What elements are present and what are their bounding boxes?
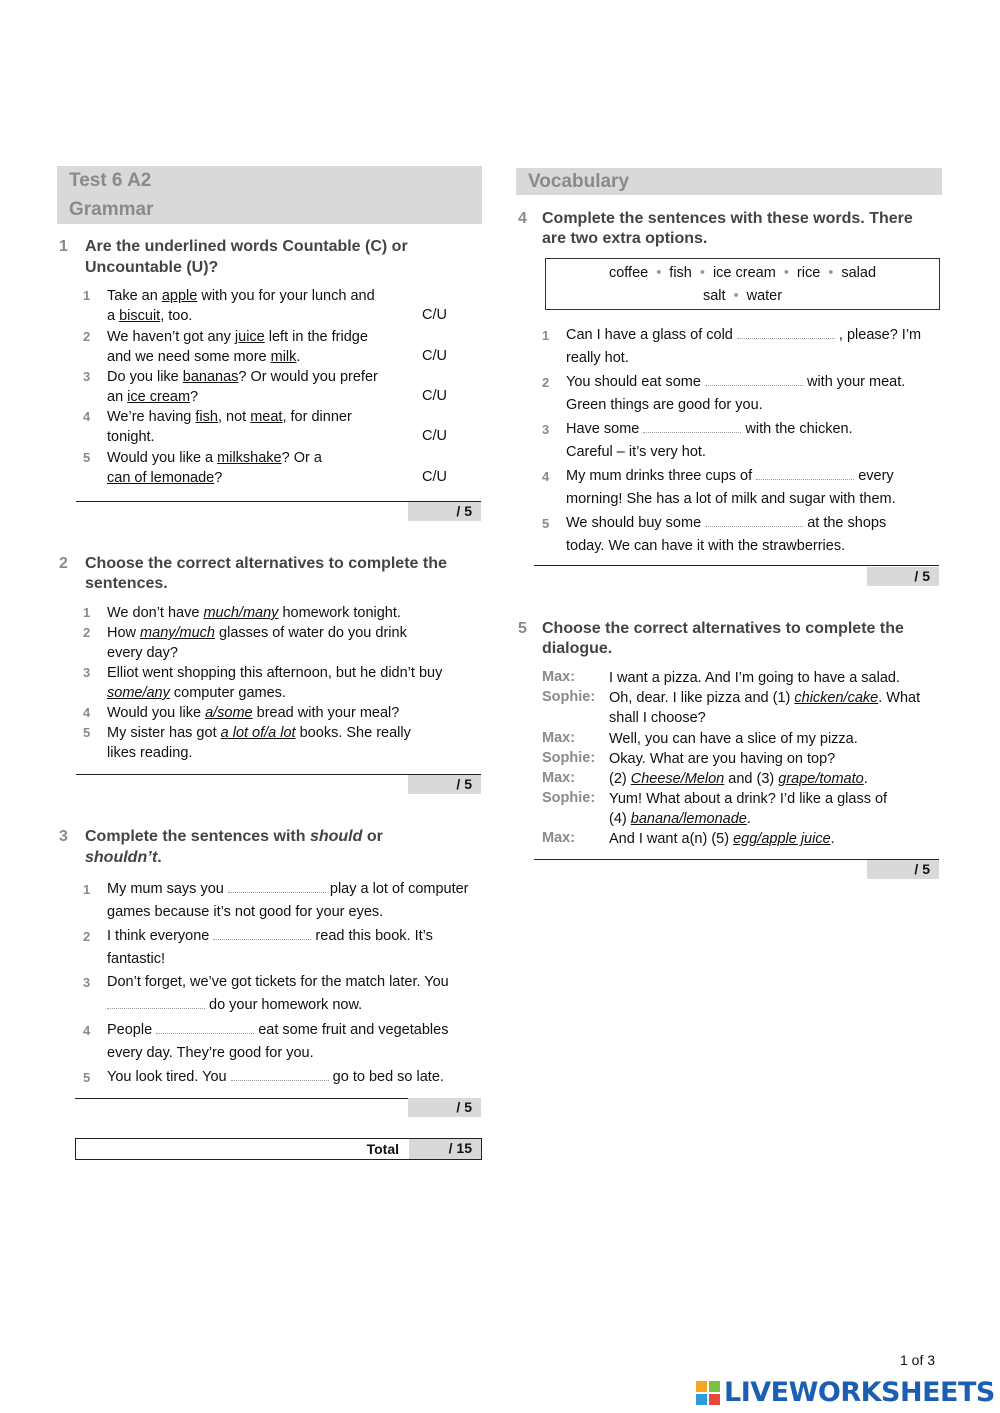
text-segment: books. She really xyxy=(295,725,411,741)
q4-instruction-line1: Complete the sentences with these words. There xyxy=(542,210,913,227)
bullet-separator: • xyxy=(699,265,705,281)
q1-item-text xyxy=(107,407,437,447)
underlined-word: bananas xyxy=(182,369,239,385)
text-segment: glasses of water do you drink xyxy=(215,625,407,641)
speaker-name: Sophie: xyxy=(542,750,596,766)
item-number: 4 xyxy=(83,409,91,424)
text-segment: with the chicken. xyxy=(741,421,853,437)
underlined-word: meat, xyxy=(250,409,287,425)
q1-line1 xyxy=(107,407,437,427)
answer-blank[interactable] xyxy=(756,467,854,480)
q3-score[interactable]: / 5 xyxy=(408,1098,481,1117)
q1-line1 xyxy=(107,367,437,387)
q3-line2 xyxy=(107,1042,483,1065)
text-segment: a xyxy=(107,308,120,324)
q1-item xyxy=(83,327,463,369)
q2-line1 xyxy=(107,663,477,683)
text-segment: and we need some more xyxy=(107,349,271,365)
text-segment: How xyxy=(107,625,141,641)
item-number: 2 xyxy=(83,929,91,944)
speaker-name: Max: xyxy=(542,770,576,786)
q2-score[interactable]: / 5 xyxy=(408,775,481,794)
word-option: water xyxy=(746,288,783,304)
q1-number: 1 xyxy=(59,238,68,255)
text-segment: do your homework now. xyxy=(205,997,363,1013)
q3-item-text xyxy=(107,971,483,1017)
q2-line2 xyxy=(107,643,477,663)
answer-blank[interactable] xyxy=(737,326,835,339)
q4-score[interactable]: / 5 xyxy=(867,567,939,586)
underlined-word: biscuit xyxy=(119,308,161,324)
grammar-title: Grammar xyxy=(69,199,154,220)
alternative-choice[interactable]: Cheese/Melon xyxy=(630,771,725,787)
q1-score[interactable]: / 5 xyxy=(408,502,481,521)
q2-line1 xyxy=(107,623,477,643)
text-segment: (2) xyxy=(609,771,631,787)
text-segment: We should buy some xyxy=(566,515,706,531)
underlined-word: can of lemonade xyxy=(107,470,215,486)
dialogue-line1 xyxy=(609,688,939,708)
alternative-choice[interactable]: a/some xyxy=(205,705,253,721)
q3-line1 xyxy=(107,1066,483,1089)
speaker-name: Max: xyxy=(542,830,576,846)
q2-line1 xyxy=(107,603,477,623)
text-segment: read this book. It’s xyxy=(311,928,433,944)
dialogue-line1 xyxy=(609,829,939,849)
q4-item-text xyxy=(566,418,940,464)
total-label: Total xyxy=(366,1141,399,1157)
dialogue-line xyxy=(609,749,939,769)
text-segment: Green things are good for you. xyxy=(566,397,763,413)
item-number: 1 xyxy=(83,605,91,620)
text-segment: games because it’s not good for your eyes. xyxy=(107,904,384,920)
text-segment: . xyxy=(863,771,868,787)
text-segment: . xyxy=(296,349,301,365)
text-segment: bread with your meal? xyxy=(252,705,400,721)
q2-line2 xyxy=(107,743,477,763)
dialogue-line xyxy=(609,688,939,728)
q4-item-text xyxy=(566,324,940,370)
q3-instruction-text xyxy=(85,826,425,868)
answer-blank[interactable] xyxy=(231,1068,329,1081)
q5-score[interactable]: / 5 xyxy=(867,860,939,879)
word-option: fish xyxy=(669,265,692,281)
dialogue-line2 xyxy=(609,708,939,728)
text-segment: Do you like xyxy=(107,369,183,385)
bullet-separator: • xyxy=(783,265,789,281)
logo-square-icon xyxy=(696,1394,707,1405)
logo-square-icon xyxy=(709,1381,720,1392)
underlined-word: juice xyxy=(234,329,265,345)
q4-instruction-line2: are two extra options. xyxy=(542,230,708,247)
text-segment: really hot. xyxy=(566,350,629,366)
answer-blank[interactable] xyxy=(107,996,205,1009)
text-segment: , please? I’m xyxy=(834,327,922,343)
q4-line1 xyxy=(566,324,940,347)
text-segment: , not xyxy=(217,409,251,425)
text-segment: . What xyxy=(878,690,921,706)
item-number: 5 xyxy=(542,516,550,531)
cu-choice[interactable]: C/U xyxy=(422,348,447,364)
q3-line2 xyxy=(107,948,483,971)
answer-blank[interactable] xyxy=(643,420,741,433)
alternative-choice[interactable]: some/any xyxy=(107,685,170,701)
q3-line2 xyxy=(107,901,483,924)
q2-item-text xyxy=(107,703,477,723)
text-segment: We don’t have xyxy=(107,605,204,621)
cu-choice[interactable]: C/U xyxy=(422,307,447,323)
word-option: salt xyxy=(702,288,726,304)
speaker-name: Sophie: xyxy=(542,689,596,705)
q3-instr-shouldnt: shouldn’t xyxy=(85,849,158,866)
q1-item xyxy=(83,367,463,409)
dialogue-line xyxy=(609,668,939,688)
speaker-name: Max: xyxy=(542,669,576,685)
item-number: 1 xyxy=(542,328,550,343)
q3-line2 xyxy=(107,994,483,1017)
brand-name[interactable]: LIVEWORKSHEETS xyxy=(724,1377,995,1408)
word-option: ice cream xyxy=(712,265,776,281)
test-title: Test 6 A2 xyxy=(69,170,152,191)
text-segment: Well, you can have a slice of my pizza. xyxy=(609,731,858,747)
text-segment: My mum says you xyxy=(107,881,228,897)
underlined-word: apple xyxy=(161,288,198,304)
q4-line1 xyxy=(566,371,940,394)
text-segment: for dinner xyxy=(286,409,352,425)
item-number: 1 xyxy=(83,288,91,303)
text-segment: We haven’t got any xyxy=(107,329,235,345)
text-segment: And I want a(n) (5) xyxy=(609,831,734,847)
text-segment: You should eat some xyxy=(566,374,705,390)
q1-line2 xyxy=(107,468,437,488)
q1-item xyxy=(83,286,463,328)
q4-item-text xyxy=(566,465,940,511)
q2-line1 xyxy=(107,723,477,743)
total-box xyxy=(75,1138,482,1160)
q1-line2 xyxy=(107,306,437,326)
text-segment: We’re having xyxy=(107,409,196,425)
q1-line2 xyxy=(107,347,437,367)
cu-choice[interactable]: C/U xyxy=(422,469,447,485)
q1-instruction-text: Are the underlined words Countable (C) or Uncountable (U)? xyxy=(85,238,408,276)
q1-item-text xyxy=(107,327,437,367)
q1-line1 xyxy=(107,327,437,347)
item-number: 3 xyxy=(83,975,91,990)
logo-square-icon xyxy=(709,1394,720,1405)
q2-item-text xyxy=(107,663,477,703)
text-segment: at the shops xyxy=(803,515,887,531)
item-number: 2 xyxy=(542,375,550,390)
underlined-word: fish xyxy=(195,409,218,425)
q3-line1 xyxy=(107,1019,483,1042)
text-segment: likes reading. xyxy=(107,745,193,761)
q4-line1 xyxy=(566,512,940,535)
q3-line1 xyxy=(107,878,483,901)
text-segment: every day. They’re good for you. xyxy=(107,1045,314,1061)
text-segment: Oh, dear. I like pizza and (1) xyxy=(609,690,795,706)
vocabulary-banner xyxy=(516,168,942,195)
text-segment: My sister has got xyxy=(107,725,221,741)
item-number: 2 xyxy=(83,329,91,344)
item-number: 3 xyxy=(83,665,91,680)
q1-item xyxy=(83,407,463,449)
dialogue-line1 xyxy=(609,749,939,769)
dialogue-line1 xyxy=(609,729,939,749)
text-segment: every day? xyxy=(107,645,178,661)
dialogue-line1 xyxy=(609,789,939,809)
text-segment: an xyxy=(107,389,128,405)
text-segment: shall I choose? xyxy=(609,710,706,726)
text-segment: Would you like xyxy=(107,705,206,721)
text-segment: with you for your lunch and xyxy=(197,288,375,304)
title-banner xyxy=(57,166,482,224)
text-segment: I want a pizza. And I’m going to have a salad. xyxy=(609,670,900,686)
alternative-choice[interactable]: much/many xyxy=(203,605,279,621)
q2-instruction-line2: sentences. xyxy=(85,575,168,592)
q3-number: 3 xyxy=(59,828,68,845)
text-segment: Careful – it’s very hot. xyxy=(566,444,706,460)
speaker-name: Sophie: xyxy=(542,790,596,806)
q1-line2 xyxy=(107,427,437,447)
total-score[interactable]: / 15 xyxy=(409,1139,481,1159)
text-segment: go to bed so late. xyxy=(328,1069,444,1085)
q2-line1 xyxy=(107,703,477,723)
text-segment: ? xyxy=(214,470,223,486)
text-segment: with your meat. xyxy=(802,374,906,390)
q3-instr-pre: Complete the sentences with xyxy=(85,828,310,845)
item-number: 4 xyxy=(542,469,550,484)
text-segment: Take an xyxy=(107,288,162,304)
vocabulary-title: Vocabulary xyxy=(528,171,630,192)
word-option: coffee xyxy=(608,265,649,281)
q3-line1 xyxy=(107,925,483,948)
text-segment: homework tonight. xyxy=(278,605,401,621)
dialogue-line1 xyxy=(609,668,939,688)
item-number: 5 xyxy=(83,725,91,740)
logo-square-icon xyxy=(696,1381,707,1392)
q5-instruction-line2: dialogue. xyxy=(542,640,613,657)
text-segment: Elliot went shopping this afternoon, but he didn’t buy xyxy=(107,665,443,681)
item-number: 5 xyxy=(83,450,91,465)
alternative-choice[interactable]: grape/tomato xyxy=(778,771,864,787)
q3-instr-post: . xyxy=(157,849,162,866)
answer-blank[interactable] xyxy=(705,514,803,527)
text-segment: Don’t forget, we’ve got tickets for the match later. You xyxy=(107,974,449,990)
underlined-word: milk xyxy=(270,349,297,365)
q4-item-text xyxy=(566,371,940,417)
underlined-word: ice cream xyxy=(127,389,191,405)
text-segment: and (3) xyxy=(724,771,779,787)
q1-line1 xyxy=(107,448,437,468)
brand-logo-icon xyxy=(696,1381,720,1405)
q2-instruction-line1: Choose the correct alternatives to complete the xyxy=(85,555,447,572)
word-box-row2 xyxy=(546,288,939,304)
answer-blank[interactable] xyxy=(213,927,311,940)
text-segment: , too. xyxy=(160,308,193,324)
q4-rule xyxy=(534,565,939,566)
q4-item-text xyxy=(566,512,940,558)
q5-instruction-line1: Choose the correct alternatives to complete the xyxy=(542,620,904,637)
text-segment: Can I have a glass of cold xyxy=(566,327,737,343)
text-segment: . xyxy=(746,811,751,827)
alternative-choice[interactable]: a lot of/a lot xyxy=(220,725,296,741)
alternative-choice[interactable]: chicken/cake xyxy=(794,690,879,706)
alternative-choice[interactable]: egg/apple juice xyxy=(733,831,831,847)
q2-line2 xyxy=(107,683,477,703)
speaker-name: Max: xyxy=(542,730,576,746)
dialogue-line xyxy=(609,729,939,749)
q2-item-text xyxy=(107,603,477,623)
word-box xyxy=(545,258,940,310)
answer-blank[interactable] xyxy=(156,1021,254,1034)
cu-choice[interactable]: C/U xyxy=(422,428,447,444)
q1-item xyxy=(83,448,463,490)
q2-item-text xyxy=(107,623,477,663)
q1-line1 xyxy=(107,286,437,306)
bullet-separator: • xyxy=(828,265,834,281)
q3-line1 xyxy=(107,971,483,994)
alternative-choice[interactable]: banana/lemonade xyxy=(630,811,747,827)
text-segment: (4) xyxy=(609,811,631,827)
text-segment: My mum drinks three cups of xyxy=(566,468,757,484)
text-segment: You look tired. You xyxy=(107,1069,231,1085)
dialogue-line2 xyxy=(609,809,939,829)
text-segment: ? xyxy=(190,389,199,405)
dialogue-line xyxy=(609,769,939,789)
text-segment: Yum! What about a drink? I’d like a glass of xyxy=(609,791,888,807)
word-box-row1 xyxy=(546,265,939,281)
q3-instr-mid: or xyxy=(362,828,383,845)
page-number: 1 of 3 xyxy=(900,1352,936,1368)
answer-blank[interactable] xyxy=(705,373,803,386)
text-segment: ? Or would you prefer xyxy=(238,369,378,385)
dialogue-line1 xyxy=(609,769,939,789)
q1-item-text xyxy=(107,286,437,326)
text-segment: left in the fridge xyxy=(264,329,368,345)
q5-number: 5 xyxy=(518,620,527,637)
text-segment: tonight. xyxy=(107,429,155,445)
q1-line2 xyxy=(107,387,437,407)
text-segment: . xyxy=(830,831,835,847)
text-segment: every xyxy=(854,468,894,484)
q4-number: 4 xyxy=(518,210,527,227)
item-number: 4 xyxy=(83,1023,91,1038)
q2-number: 2 xyxy=(59,555,68,572)
text-segment: morning! She has a lot of milk and sugar with them. xyxy=(566,491,896,507)
text-segment: Okay. What are you having on top? xyxy=(609,751,836,767)
word-option: salad xyxy=(841,265,877,281)
text-segment: play a lot of computer xyxy=(325,881,469,897)
alternative-choice[interactable]: many/much xyxy=(140,625,215,641)
text-segment: today. We can have it with the strawberries. xyxy=(566,538,846,554)
q1-item-text xyxy=(107,367,437,407)
dialogue-line xyxy=(609,789,939,829)
text-segment: Have some xyxy=(566,421,644,437)
text-segment: People xyxy=(107,1022,157,1038)
dialogue-line xyxy=(609,829,939,849)
item-number: 3 xyxy=(542,422,550,437)
text-segment: Would you like a xyxy=(107,450,218,466)
word-option: rice xyxy=(796,265,821,281)
item-number: 4 xyxy=(83,705,91,720)
cu-choice[interactable]: C/U xyxy=(422,388,447,404)
item-number: 2 xyxy=(83,625,91,640)
q3-item-text xyxy=(107,925,483,971)
text-segment: eat some fruit and vegetables xyxy=(254,1022,449,1038)
q2-item-text xyxy=(107,723,477,763)
q4-line1 xyxy=(566,465,940,488)
item-number: 1 xyxy=(83,882,91,897)
item-number: 5 xyxy=(83,1070,91,1085)
q3-item-text xyxy=(107,1066,483,1089)
item-number: 3 xyxy=(83,369,91,384)
q3-item-text xyxy=(107,1019,483,1065)
text-segment: I think everyone xyxy=(107,928,214,944)
text-segment: fantastic! xyxy=(107,951,166,967)
text-segment: ? Or a xyxy=(281,450,322,466)
text-segment: computer games. xyxy=(169,685,286,701)
bullet-separator: • xyxy=(733,288,739,304)
q4-line1 xyxy=(566,418,940,441)
q1-item-text xyxy=(107,448,437,488)
q3-item-text xyxy=(107,878,483,924)
bullet-separator: • xyxy=(656,265,662,281)
q3-instr-should: should xyxy=(309,828,363,845)
answer-blank[interactable] xyxy=(228,880,326,893)
underlined-word: milkshake xyxy=(217,450,282,466)
